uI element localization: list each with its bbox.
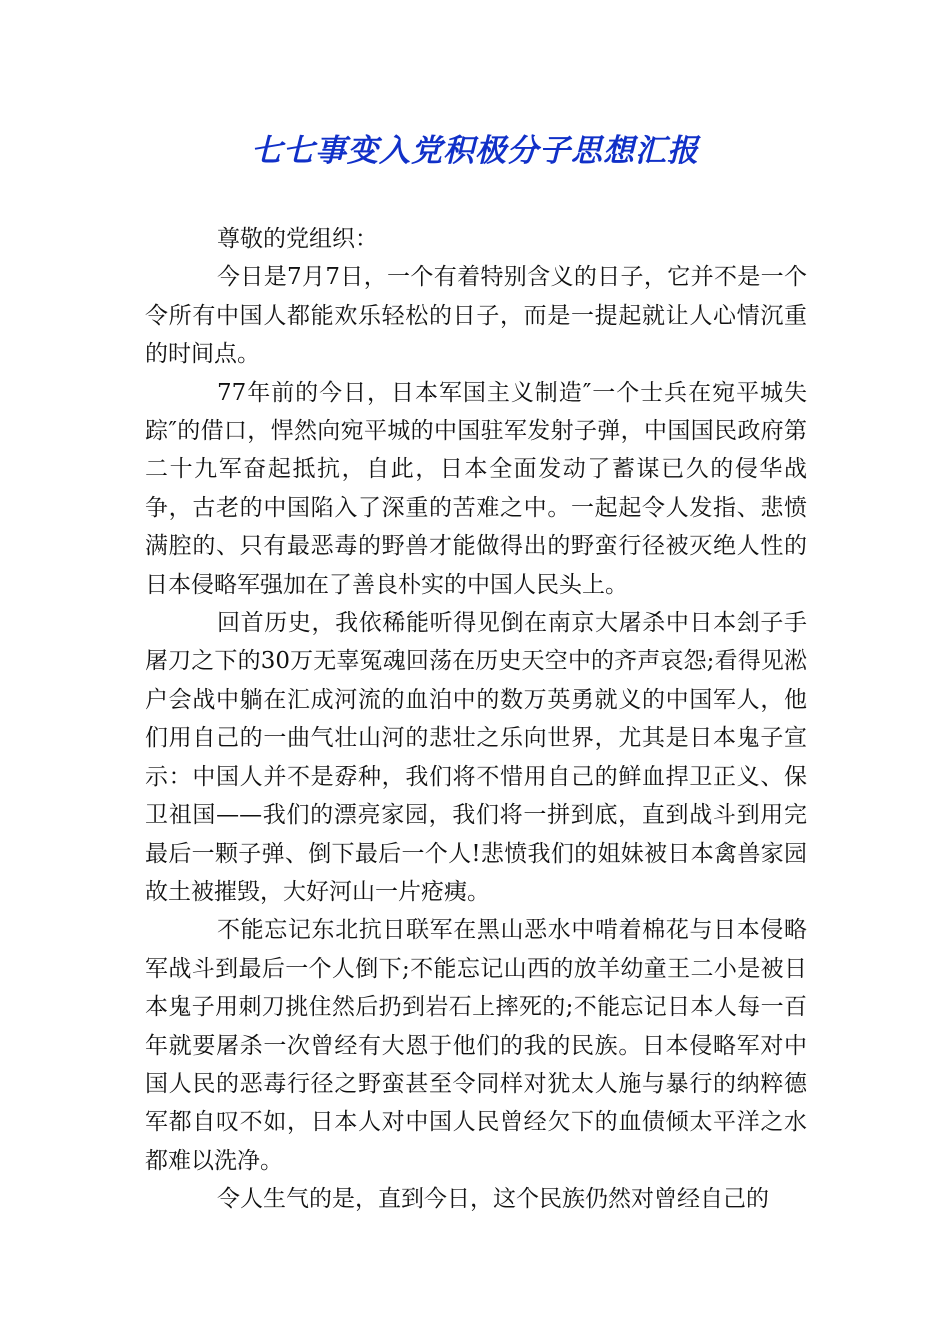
document-title: 七七事变入党积极分子思想汇报	[251, 133, 699, 169]
document-body	[145, 220, 807, 1219]
paragraph-5: 令人生气的是，直到今日，这个民族仍然对曾经自己的	[217, 1186, 769, 1213]
paragraph-3: 回首历史，我依稀能听得见倒在南京大屠杀中日本刽子手屠刀之下的30万无辜冤魂回荡在历史天空中的齐声哀怨;看得见淞户会战中躺在汇成河流的血泊中的数万英勇就义的中国军人，他们用自己的一曲气壮山河的悲壮之乐向世界，尤其是日本鬼子宣示：中国人并不是孬种，我们将不惜用自己的鲜血捍卫正义、保卫祖国——我们的漂亮家园，我们将一拼到底，直到战斗到用完最后一颗子弹、倒下最后一个人!悲愤我们的姐妹被日本禽兽家园故土被摧毁，大好河山一片疮痍。	[145, 610, 807, 905]
paragraph-1: 今日是7月7日，一个有着特别含义的日子，它并不是一个令所有中国人都能欢乐轻松的日子，而是一提起就让人心情沉重的时间点。	[145, 264, 807, 368]
paragraph-4: 不能忘记东北抗日联军在黑山恶水中啃着棉花与日本侵略军战斗到最后一个人倒下;不能忘记山西的放羊幼童王二小是被日本鬼子用刺刀挑住然后扔到岩石上摔死的;不能忘记日本人每一百年就要屠杀一次曾经有大恩于他们的我的民族。日本侵略军对中国人民的恶毒行径之野蛮甚至令同样对犹太人施与暴行的纳粹德军都自叹不如，日本人对中国人民曾经欠下的血债倾太平洋之水都难以洗净。	[145, 917, 807, 1174]
paragraph-2: 77年前的今日，日本军国主义制造″一个士兵在宛平城失踪″的借口，悍然向宛平城的中国驻军发射子弹，中国国民政府第二十九军奋起抵抗，自此，日本全面发动了蓄谋已久的侵华战争，古老的中国陷入了深重的苦难之中。一起起令人发指、悲愤满腔的、只有最恶毒的野兽才能做得出的野蛮行径被灭绝人性的日本侵略军强加在了善良朴实的中国人民头上。	[145, 379, 807, 598]
salutation: 尊敬的党组织：	[217, 226, 378, 252]
